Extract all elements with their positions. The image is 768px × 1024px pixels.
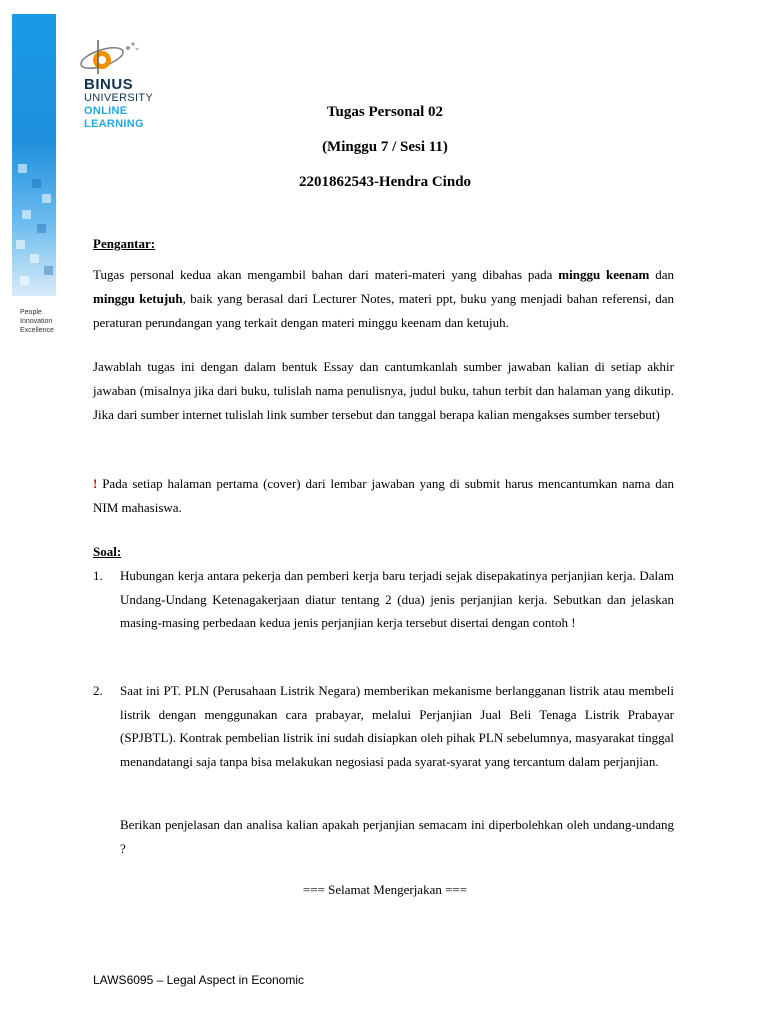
tagline — [20, 308, 54, 335]
logo-emblem-icon — [76, 34, 146, 80]
brand-strip — [12, 14, 56, 296]
tagline-line: Excellence — [20, 327, 54, 334]
tagline-line: People — [20, 309, 42, 316]
student-id-name: 2201862543-Hendra Cindo — [298, 174, 472, 190]
question-1-text: Hubungan kerja antara pekerja dan pemberi kerja baru terjadi sejak disepakatinya perjanjian kerja. Dalam Undang-Undang Ketenagakerjaan diatur tentang 2 (dua) jenis perjanjian kerja. Sebutkan dan jelaskan masing-masing perbedaan kedua jenis perjanjian kerja tersebut disertai dengan contoh ! — [120, 568, 674, 630]
intro-text: , baik yang berasal dari Lecturer Notes, materi ppt, buku yang menjadi bahan referensi, dan peraturan perundangan yang terkait dengan materi minggu keenam dan ketujuh. — [93, 291, 675, 330]
questions-label: Soal: — [93, 544, 122, 559]
intro-paragraph-2: Jawablah tugas ini dengan dalam bentuk Essay dan cantumkanlah sumber jawaban kalian di setiap akhir jawaban (misalnya jika dari buku, tulislah nama penulisnya, judul buku, tahun terbit dan halaman yang dikutip. Jika dari sumber internet tulislah link sumber tersebut dan tanggal berapa kalian mengakses sumber tersebut) — [93, 359, 674, 422]
logo-university: UNIVERSITY — [84, 92, 154, 104]
question-2-prompt: Berikan penjelasan dan analisa kalian apakah perjanjian semacam ini diperbolehkan oleh undang-undang ? — [120, 817, 674, 856]
logo-learning: LEARNING — [84, 118, 144, 130]
intro-label: Pengantar: — [93, 236, 156, 251]
emphasis-week-6: minggu keenam — [558, 267, 650, 282]
document-title: Tugas Personal 02 — [326, 104, 444, 120]
intro-paragraph-3 — [93, 472, 674, 520]
question-number: 2. — [93, 683, 103, 698]
document-subtitle: (Minggu 7 / Sesi 11) — [322, 139, 448, 155]
question-2-text: Saat ini PT. PLN (Perusahaan Listrik Negara) memberikan mekanisme berlangganan listrik atau membeli listrik dengan menggunakan cara prabayar, melalui Perjanjian Jual Beli Tenaga Listrik Prabayar (SPJBTL). Kontrak pembelian listrik ini sudah disiapkan oleh pihak PLN sebelumnya, masyarakat tinggal menandatangi saja tanpa bisa melakukan negosiasi pada syarat-syarat yang tercantum dalam perjanjian. — [120, 683, 674, 769]
question-number: 1. — [93, 568, 103, 583]
warning-mark: ! — [93, 476, 98, 491]
logo-online: ONLINE — [84, 105, 128, 117]
course-footer: LAWS6095 – Legal Aspect in Economic — [93, 973, 305, 987]
intro-text: Tugas personal kedua akan mengambil bahan dari materi-materi yang dibahas pada — [93, 267, 559, 282]
binus-logo — [76, 34, 196, 134]
intro-paragraph-1 — [93, 263, 674, 335]
logo-name: BINUS — [84, 76, 134, 93]
closing-text: === Selamat Mengerjakan === — [302, 882, 468, 897]
intro-text: Pada setiap halaman pertama (cover) dari lembar jawaban yang di submit harus mencantumkan nama dan NIM mahasiswa. — [93, 476, 674, 515]
intro-text: dan — [649, 267, 674, 282]
emphasis-week-7: minggu ketujuh — [93, 291, 183, 306]
tagline-line: Innovation — [20, 318, 53, 325]
